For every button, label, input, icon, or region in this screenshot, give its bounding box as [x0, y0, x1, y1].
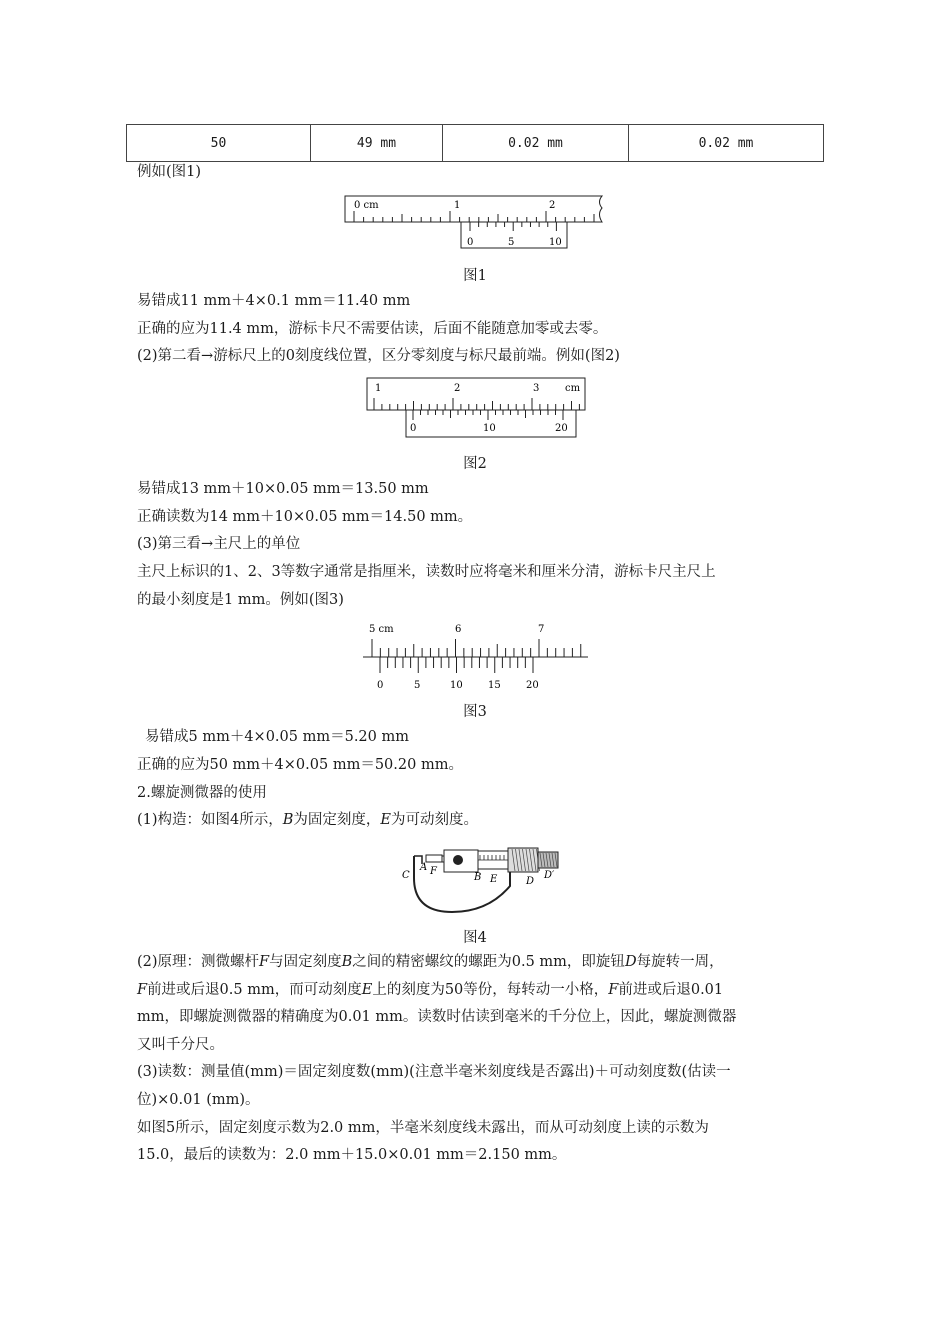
- fig1-vernier-label: 10: [549, 237, 562, 248]
- fig1-caption: 图1: [463, 268, 487, 284]
- construct-part: (1)构造：如图4所示，: [137, 812, 283, 828]
- wrong3-text: 易错成5 mm＋4×0.05 mm＝5.20 mm: [145, 729, 409, 745]
- fig1-main-label: 2: [549, 200, 556, 211]
- construct-part: 为可动刻度。: [391, 812, 479, 828]
- fig2-vernier-label: 10: [483, 423, 496, 434]
- fig4-label: F: [430, 866, 437, 877]
- fig4-label: B: [474, 872, 482, 883]
- table-cell: 49 mm: [311, 125, 443, 162]
- fig2-main-label: 1: [375, 383, 382, 394]
- figure-4-micrometer: [392, 838, 572, 918]
- principle-var: F: [259, 954, 270, 970]
- principle-part: 之间的精密螺纹的螺距为0.5 mm，即旋钮: [352, 954, 625, 970]
- fig1-main-label: 1: [454, 200, 461, 211]
- fig3-main-label: 7: [538, 624, 545, 635]
- fig4-label: C: [402, 870, 410, 881]
- fig4-label: D′: [544, 870, 555, 881]
- principle-var: B: [341, 954, 353, 970]
- reading-line2: 位)×0.01 (mm)。: [137, 1092, 260, 1108]
- construct-var: E: [380, 812, 392, 828]
- principle-part: 每旋转一周，: [636, 954, 724, 970]
- principle-var: E: [361, 982, 373, 998]
- principle-line3: mm，即螺旋测微器的精确度为0.01 mm。读数时估读到毫米的千分位上，因此，螺旋测微器: [137, 1009, 737, 1025]
- fig4-label: D: [526, 876, 535, 887]
- fig1-main-label: 0 cm: [354, 200, 379, 211]
- step2-text: (2)第二看→游标尺上的0刻度线位置，区分零刻度与标尺最前端。例如(图2): [137, 348, 620, 364]
- right3-text: 正确的应为50 mm＋4×0.05 mm＝50.20 mm。: [137, 757, 463, 773]
- principle-part: (2)原理：测微螺杆: [137, 954, 260, 970]
- principle-line2: [137, 980, 723, 1000]
- wrong1-text: 易错成11 mm＋4×0.1 mm＝11.40 mm: [137, 293, 411, 309]
- fig2-main-label: 2: [454, 383, 461, 394]
- reading-line1: (3)读数：测量值(mm)＝固定刻度数(mm)(注意半毫米刻度线是否露出)＋可动刻度数(估读一: [137, 1064, 731, 1080]
- fig1-vernier-label: 5: [508, 237, 515, 248]
- principle-var: F: [137, 982, 148, 998]
- fig3-main-label: 6: [455, 624, 462, 635]
- fig4-caption: 图4: [463, 930, 487, 946]
- step3-text: (3)第三看→主尺上的单位: [137, 536, 301, 552]
- fig3-vernier-label: 0: [377, 680, 384, 691]
- fig3-vernier-label: 5: [414, 680, 421, 691]
- fig5-line2: 15.0，最后的读数为：2.0 mm＋15.0×0.01 mm＝2.150 mm。: [137, 1147, 567, 1163]
- fig5-line1: 如图5所示，固定刻度示数为2.0 mm，半毫米刻度线未露出，而从可动刻度上读的示数为: [137, 1120, 709, 1136]
- construct-var: B: [282, 812, 294, 828]
- principle-var: D: [624, 954, 637, 970]
- principle-line1: [137, 952, 724, 972]
- figure-3-vernier: [358, 617, 598, 695]
- table-row: [127, 125, 824, 162]
- fig3-vernier-label: 10: [450, 680, 463, 691]
- fig2-main-label: 3: [533, 383, 540, 394]
- figure-2-vernier: [362, 375, 592, 441]
- fig4-label: E: [490, 874, 498, 885]
- unit-text-line1: 主尺上标识的1、2、3等数字通常是指厘米，读数时应将毫米和厘米分清，游标卡尺主尺上: [137, 564, 716, 580]
- table-cell: 0.02 mm: [443, 125, 629, 162]
- principle-var: F: [608, 982, 619, 998]
- fig2-caption: 图2: [463, 456, 487, 472]
- fig2-vernier-label: 0: [410, 423, 417, 434]
- fig3-vernier-label: 15: [488, 680, 501, 691]
- table-cell: 0.02 mm: [629, 125, 824, 162]
- construct-text: [137, 810, 478, 830]
- figure-1-vernier: [340, 190, 610, 252]
- fig1-vernier-label: 0: [467, 237, 474, 248]
- table-cell: 50: [127, 125, 311, 162]
- principle-part: 与固定刻度: [269, 954, 342, 970]
- fig2-vernier-label: 20: [555, 423, 568, 434]
- spec-table: [126, 124, 824, 162]
- unit-text-line2: 的最小刻度是1 mm。例如(图3): [137, 592, 344, 608]
- example1-text: 例如(图1): [137, 164, 202, 180]
- construct-part: 为固定刻度，: [293, 812, 381, 828]
- principle-part: 上的刻度为50等份，每转动一小格，: [372, 982, 609, 998]
- section2-heading: 2.螺旋测微器的使用: [137, 785, 267, 801]
- fig2-main-label: cm: [565, 383, 581, 394]
- wrong2-text: 易错成13 mm＋10×0.05 mm＝13.50 mm: [137, 481, 429, 497]
- fig4-label: A: [420, 862, 428, 873]
- principle-part: 前进或后退0.5 mm，而可动刻度: [147, 982, 362, 998]
- right2-text: 正确读数为14 mm＋10×0.05 mm＝14.50 mm。: [137, 509, 473, 525]
- principle-line4: 又叫千分尺。: [137, 1037, 224, 1053]
- right1-text: 正确的应为11.4 mm，游标卡尺不需要估读，后面不能随意加零或去零。: [137, 321, 608, 337]
- fig3-main-label: 5 cm: [369, 624, 394, 635]
- fig3-vernier-label: 20: [526, 680, 539, 691]
- fig3-caption: 图3: [463, 704, 487, 720]
- principle-part: 前进或后退0.01: [618, 982, 724, 998]
